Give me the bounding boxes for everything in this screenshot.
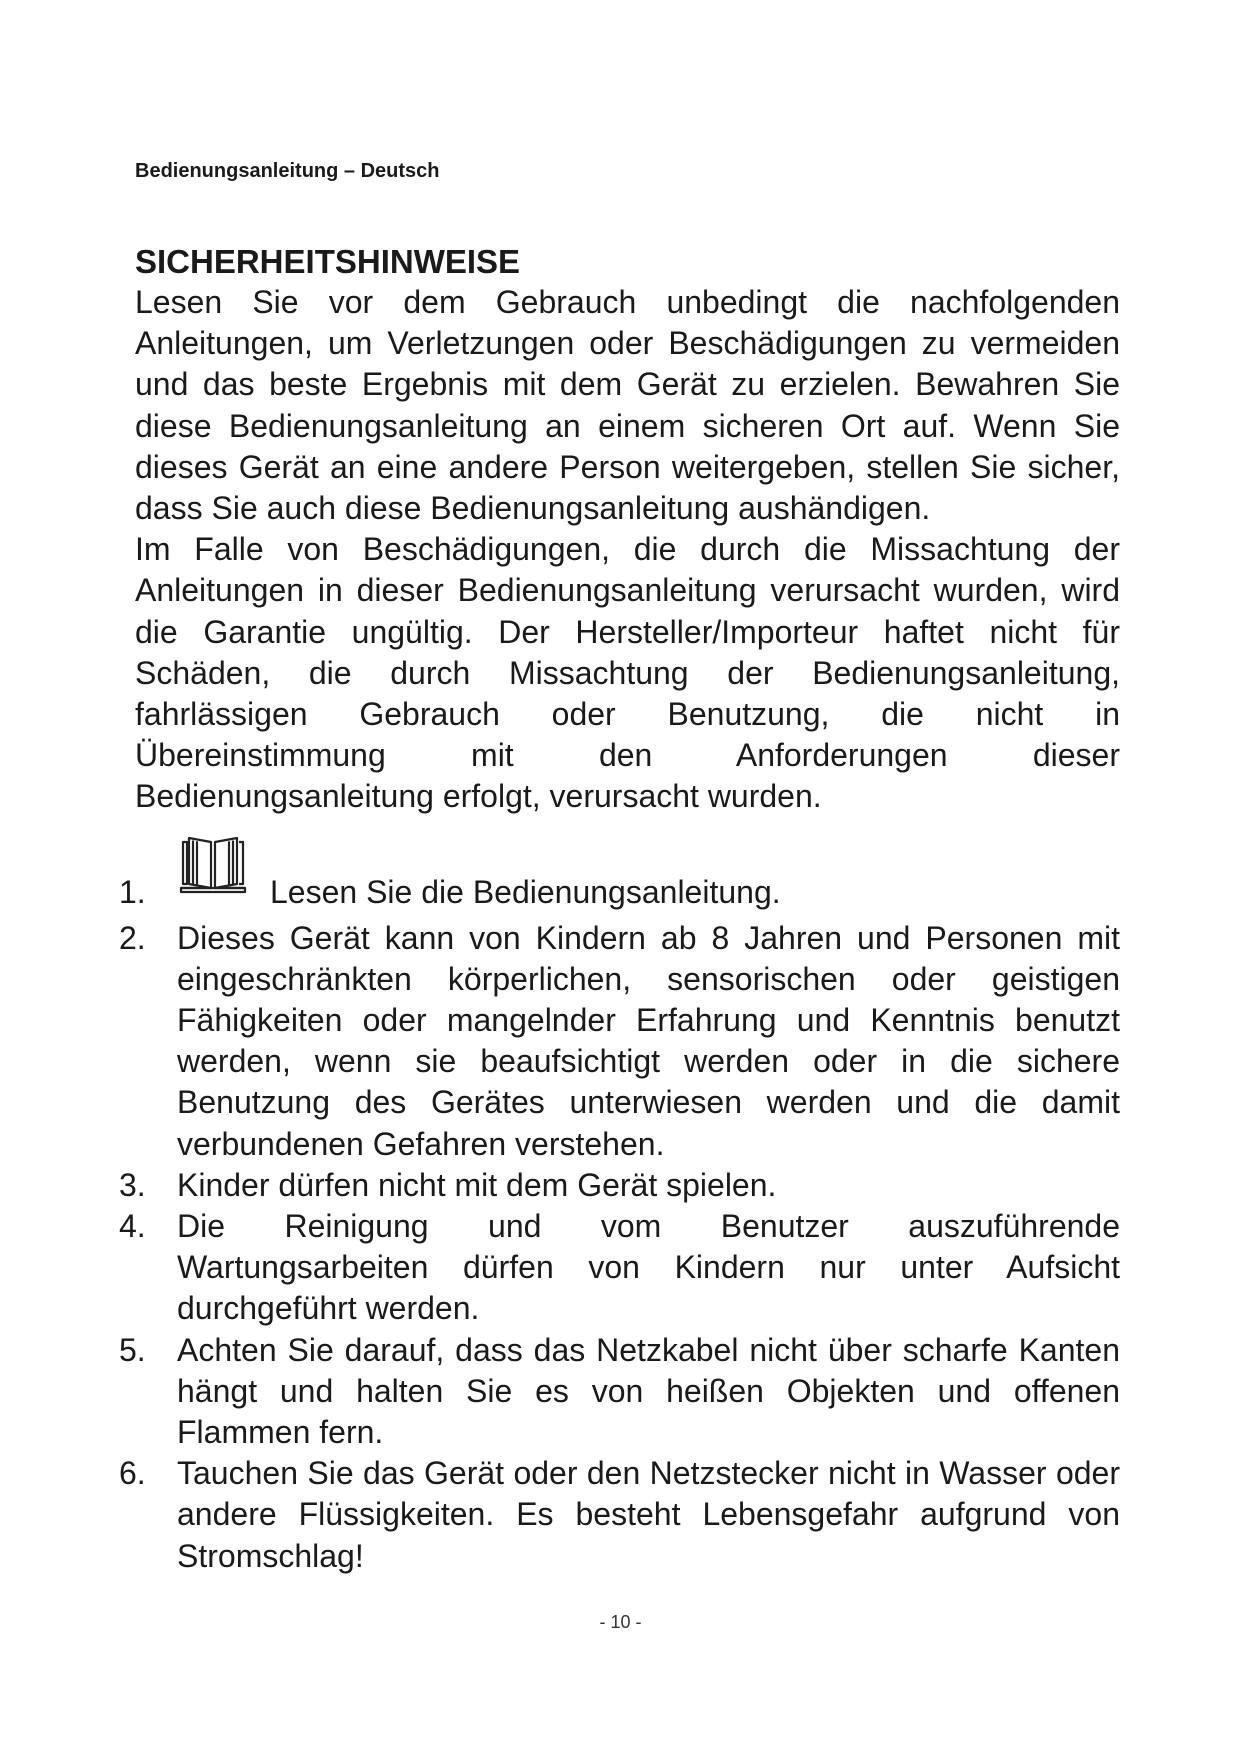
- list-item-number: 4.: [119, 1208, 146, 1245]
- safety-list: [119, 836, 1120, 1577]
- intro-text: [135, 282, 1120, 818]
- section-title: SICHERHEITSHINWEISE: [135, 243, 521, 280]
- list-item-number: 3.: [119, 1166, 146, 1203]
- list-item-text: Die Reinigung und vom Benutzer auszuführende Wartungsarbeiten dürfen von Kindern nur unter Aufsicht durchgeführt werden.: [177, 1208, 1120, 1327]
- intro-paragraph: Im Falle von Beschädigungen, die durch die Missachtung der Anleitungen in dieser Bedienungsanleitung verursacht wurden, wird die Garantie ungültig. Der Hersteller/Importeur haftet nicht für Schäden, die durch Missachtung der Bedienungsanleitung, fahrlässigen Gebrauch oder Benutzung, die nicht in Übereinstimmung mit den Anforderungen dieser Bedienungsanleitung erfolgt, verursacht wurden.: [135, 531, 1120, 815]
- safety-section: [119, 242, 1120, 1577]
- list-item-text: Lesen Sie die Bedienungsanleitung.: [270, 873, 781, 910]
- list-item: [119, 1165, 1120, 1206]
- list-item: [119, 918, 1120, 1165]
- list-item-number: 1.: [119, 873, 146, 910]
- list-item: [119, 1206, 1120, 1330]
- document-header: Bedienungsanleitung – Deutsch: [135, 160, 440, 182]
- list-item-text: Kinder dürfen nicht mit dem Gerät spielen.: [177, 1166, 777, 1203]
- page-number: - 10 -: [599, 1612, 642, 1632]
- list-item-text: Achten Sie darauf, dass das Netzkabel nicht über scharfe Kanten hängt und halten Sie es von heißen Objekten und offenen Flammen fern.: [177, 1331, 1120, 1451]
- list-item: [119, 1453, 1120, 1577]
- list-item-text: Dieses Gerät kann von Kindern ab 8 Jahren und Personen mit eingeschränkten körperlichen, sensorischen oder geistigen Fähigkeiten oder mangelnder Erfahrung und Kenntnis benutzt werden, wenn sie beaufsichtigt werden oder in die sichere Benutzung des Gerätes unterwiesen werden und die damit verbundenen Gefahren verstehen.: [177, 919, 1120, 1162]
- list-item-number: 6.: [119, 1455, 146, 1492]
- list-item-text: Tauchen Sie das Gerät oder den Netzstecker nicht in Wasser oder andere Flüssigkeiten. Es besteht Lebensgefahr aufgrund von Stromschlag!: [177, 1455, 1120, 1574]
- book-icon: [177, 836, 249, 896]
- list-item-number: 2.: [119, 919, 146, 956]
- list-item: [119, 836, 1120, 916]
- list-item-number: 5.: [119, 1331, 146, 1368]
- intro-paragraph: Lesen Sie vor dem Gebrauch unbedingt die nachfolgenden Anleitungen, um Verletzungen oder Beschädigungen zu vermeiden und das beste Ergebnis mit dem Gerät zu erzielen. Bewahren Sie diese Bedienungsanleitung an einem sicheren Ort auf. Wenn Sie dieses Gerät an eine andere Person weitergeben, stellen Sie sicher, dass Sie auch diese Bedienungsanleitung aushändigen.: [135, 284, 1120, 527]
- list-item: [119, 1330, 1120, 1454]
